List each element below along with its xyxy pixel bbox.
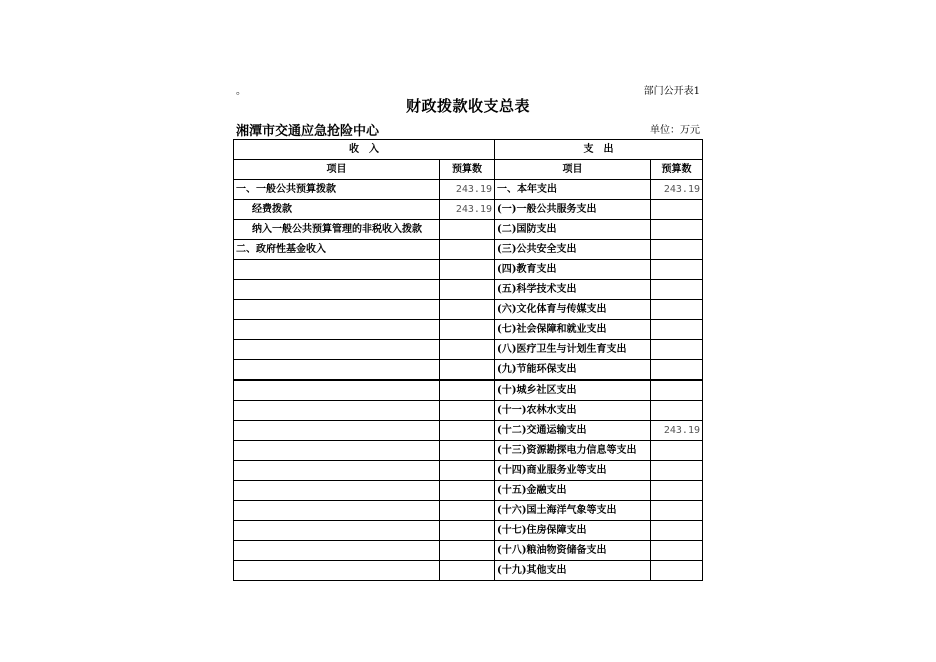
- expense-budget-header: 预算数: [651, 160, 703, 180]
- column-header-row: [234, 160, 703, 180]
- income-budget-cell: [440, 300, 495, 320]
- expense-item-cell: (二)国防支出: [495, 220, 651, 240]
- table-row: [234, 521, 703, 541]
- table-row: [234, 240, 703, 260]
- expense-budget-cell: [651, 380, 703, 401]
- income-item-cell: [234, 380, 440, 401]
- expense-item-cell: (十一)农林水支出: [495, 401, 651, 421]
- table-row: [234, 421, 703, 441]
- income-item-cell: [234, 521, 440, 541]
- income-budget-cell: 243.19: [440, 200, 495, 220]
- table-row: [234, 220, 703, 240]
- expense-item-cell: (四)教育支出: [495, 260, 651, 280]
- income-budget-cell: [440, 360, 495, 381]
- income-budget-cell: [440, 240, 495, 260]
- income-budget-cell: [440, 320, 495, 340]
- income-budget-cell: [440, 481, 495, 501]
- income-item-cell: [234, 300, 440, 320]
- income-item-cell: [234, 561, 440, 581]
- income-item-cell: 纳入一般公共预算管理的非税收入拨款: [234, 220, 440, 240]
- table-row: [234, 481, 703, 501]
- expense-item-cell: (五)科学技术支出: [495, 280, 651, 300]
- expense-budget-cell: [651, 220, 703, 240]
- form-number: 部门公开表1: [643, 86, 700, 97]
- income-budget-cell: [440, 541, 495, 561]
- expense-budget-cell: [651, 441, 703, 461]
- expense-budget-cell: [651, 401, 703, 421]
- expense-budget-cell: [651, 541, 703, 561]
- expense-item-cell: (十二)交通运输支出: [495, 421, 651, 441]
- income-item-cell: [234, 320, 440, 340]
- table-row: [234, 441, 703, 461]
- income-item-cell: [234, 360, 440, 381]
- income-item-cell: [234, 280, 440, 300]
- expense-budget-cell: [651, 240, 703, 260]
- expense-item-cell: (十六)国土海洋气象等支出: [495, 501, 651, 521]
- expense-item-cell: (九)节能环保支出: [495, 360, 651, 381]
- section-header-row: [234, 140, 703, 160]
- expense-budget-cell: [651, 260, 703, 280]
- table-row: [234, 300, 703, 320]
- income-budget-cell: [440, 521, 495, 541]
- expense-budget-cell: [651, 280, 703, 300]
- income-item-cell: 经费拨款: [234, 200, 440, 220]
- unit-label: 单位：万元: [650, 125, 700, 136]
- income-item-cell: [234, 401, 440, 421]
- expense-budget-cell: [651, 340, 703, 360]
- expense-item-cell: (十)城乡社区支出: [495, 380, 651, 401]
- income-budget-cell: [440, 340, 495, 360]
- income-budget-cell: [440, 421, 495, 441]
- expense-item-cell: (八)医疗卫生与计划生育支出: [495, 340, 651, 360]
- income-budget-cell: [440, 501, 495, 521]
- table-row: [234, 501, 703, 521]
- table-row: [234, 360, 703, 381]
- income-item-cell: [234, 260, 440, 280]
- expense-budget-cell: [651, 501, 703, 521]
- expense-item-cell: (十三)资源勘探电力信息等支出: [495, 441, 651, 461]
- income-item-cell: [234, 340, 440, 360]
- expense-item-cell: (十七)住房保障支出: [495, 521, 651, 541]
- income-budget-cell: [440, 461, 495, 481]
- expense-budget-cell: [651, 300, 703, 320]
- income-budget-cell: [440, 280, 495, 300]
- expense-item-cell: (十四)商业服务业等支出: [495, 461, 651, 481]
- expense-item-cell: (三)公共安全支出: [495, 240, 651, 260]
- expense-item-cell: (七)社会保障和就业支出: [495, 320, 651, 340]
- expense-item-cell: (十八)粮油物资储备支出: [495, 541, 651, 561]
- expense-budget-cell: [651, 481, 703, 501]
- income-item-header: 项目: [234, 160, 440, 180]
- income-item-cell: [234, 501, 440, 521]
- expense-item-cell: (六)文化体育与传媒支出: [495, 300, 651, 320]
- expense-budget-cell: [651, 320, 703, 340]
- organization-name: 湘潭市交通应急抢险中心: [236, 124, 380, 139]
- expense-item-header: 项目: [495, 160, 651, 180]
- expense-budget-cell: [651, 461, 703, 481]
- income-item-cell: [234, 421, 440, 441]
- budget-table: [233, 139, 703, 581]
- expense-budget-cell: [651, 561, 703, 581]
- expense-item-cell: (一)一般公共服务支出: [495, 200, 651, 220]
- income-budget-cell: [440, 380, 495, 401]
- table-row: [234, 200, 703, 220]
- income-item-cell: [234, 461, 440, 481]
- income-budget-cell: 243.19: [440, 180, 495, 200]
- income-budget-cell: [440, 441, 495, 461]
- table-row: [234, 541, 703, 561]
- expense-budget-cell: [651, 521, 703, 541]
- income-budget-cell: [440, 220, 495, 240]
- expense-budget-cell: [651, 360, 703, 381]
- table-row: [234, 320, 703, 340]
- expense-budget-cell: 243.19: [651, 421, 703, 441]
- income-budget-cell: [440, 260, 495, 280]
- income-budget-cell: [440, 401, 495, 421]
- expense-header: 支 出: [495, 140, 703, 160]
- table-row: [234, 401, 703, 421]
- expense-budget-cell: [651, 200, 703, 220]
- page-title: 财政拨款收支总表: [405, 97, 530, 115]
- corner-mark: 。: [236, 86, 246, 97]
- expense-budget-cell: 243.19: [651, 180, 703, 200]
- income-item-cell: 一、一般公共预算拨款: [234, 180, 440, 200]
- table-row: [234, 340, 703, 360]
- expense-item-cell: 一、本年支出: [495, 180, 651, 200]
- expense-item-cell: (十九)其他支出: [495, 561, 651, 581]
- income-budget-cell: [440, 561, 495, 581]
- income-header: 收 入: [234, 140, 495, 160]
- income-item-cell: [234, 541, 440, 561]
- income-item-cell: [234, 481, 440, 501]
- income-item-cell: 二、政府性基金收入: [234, 240, 440, 260]
- table-row: [234, 461, 703, 481]
- income-item-cell: [234, 441, 440, 461]
- table-row: [234, 561, 703, 581]
- income-budget-header: 预算数: [440, 160, 495, 180]
- expense-item-cell: (十五)金融支出: [495, 481, 651, 501]
- table-row: [234, 380, 703, 401]
- table-row: [234, 280, 703, 300]
- table-row: [234, 260, 703, 280]
- table-row: [234, 180, 703, 200]
